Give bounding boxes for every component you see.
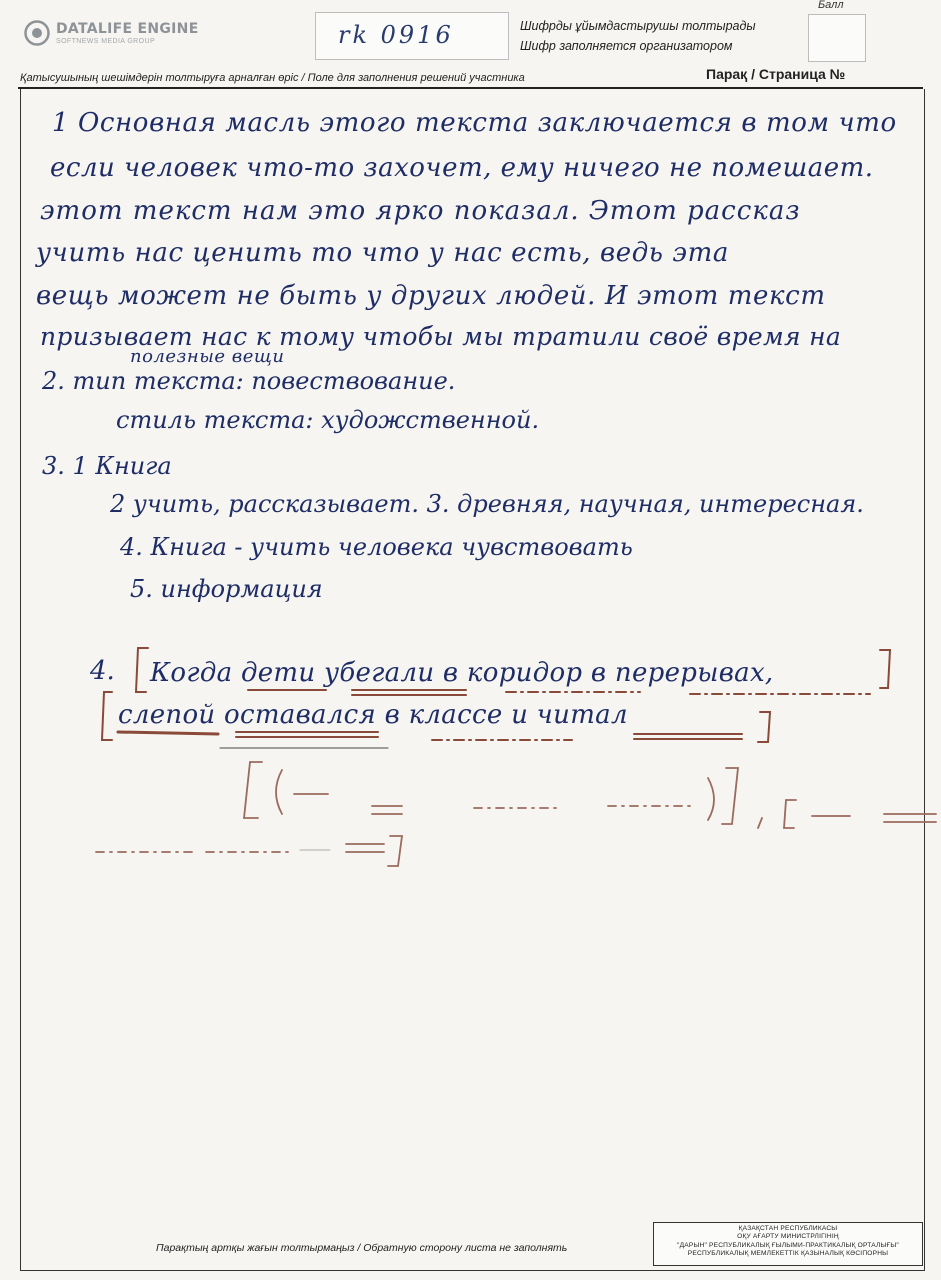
cipher-value: rk 0916 — [338, 21, 454, 49]
stamp-line-3: "ДАРЫН" РЕСПУБЛИКАЛЫҚ ҒЫЛЫМИ-ПРАКТИКАЛЫҚ ОРТАЛЫҒЫ" — [677, 1241, 899, 1249]
q4-sentence-line-1: Когда дети убегали в коридор в перерывах, — [150, 658, 774, 688]
brand-subtitle: SOFTNEWS MEDIA GROUP — [56, 37, 156, 45]
answer-line-6: призывает нас к тому чтобы мы тратили своё время на — [40, 322, 842, 351]
field-title: Қатысушының шешімдерін толтыруға арналған өріс / Поле для заполнения решений участника — [20, 72, 525, 84]
answer-line-3: этот текст нам это ярко показал. Этот рассказ — [40, 196, 801, 226]
cipher-note-kz: Шифрды ұйымдастырушы толтырады — [520, 19, 756, 33]
answer-line-7: 2. тип текста: повествование. — [42, 367, 456, 395]
answer-line-2: если человек что-то захочет, ему ничего не помешает. — [50, 153, 874, 183]
answer-line-12: 5. информация — [130, 575, 323, 603]
answer-line-1: 1 Основная масль этого текста заключается в том что — [52, 108, 897, 138]
answer-line-8: стиль текста: художственной. — [116, 406, 540, 434]
brand-watermark — [24, 20, 199, 46]
q4-number: 4. — [90, 656, 115, 686]
score-label: Балл — [818, 0, 844, 11]
cipher-note — [520, 16, 756, 56]
cipher-box — [315, 12, 509, 60]
answer-line-11: 4. Книга - учить человека чувствовать — [120, 533, 633, 561]
stamp-line-1: ҚАЗАҚСТАН РЕСПУБЛИКАСЫ — [738, 1225, 838, 1232]
stamp-line-4: РЕСПУБЛИКАЛЫҚ МЕМЛЕКЕТТІК ҚАЗЫНАЛЫҚ КӘСІПОРНЫ — [687, 1250, 889, 1258]
brand-logo-icon — [24, 20, 50, 46]
q4-sentence-line-2: слепой оставался в классе и читал — [118, 700, 628, 730]
answer-line-5: вещь может не быть у других людей. И этот текст — [36, 281, 826, 311]
organization-stamp — [653, 1222, 923, 1266]
answer-line-6-insert: полезные вещи — [130, 346, 285, 367]
brand-name: DATALIFE ENGINE — [56, 20, 199, 37]
stamp-line-2: ОҚУ АҒАРТУ МИНИСТРЛІГІНІҢ — [737, 1233, 839, 1241]
footer-note: Парақтың артқы жағын толтырмаңыз / Обратную сторону листа не заполнять — [156, 1242, 568, 1254]
cipher-note-ru: Шифр заполняется организатором — [520, 39, 733, 53]
score-box — [808, 14, 866, 62]
answer-line-9: 3. 1 Книга — [42, 452, 172, 480]
page-number-label: Парақ / Страница № — [706, 66, 846, 82]
answer-line-10: 2 учить, рассказывает. 3. древняя, научная, интересная. — [110, 490, 864, 518]
answer-line-4: учить нас ценить то что у нас есть, ведь эта — [36, 238, 729, 268]
